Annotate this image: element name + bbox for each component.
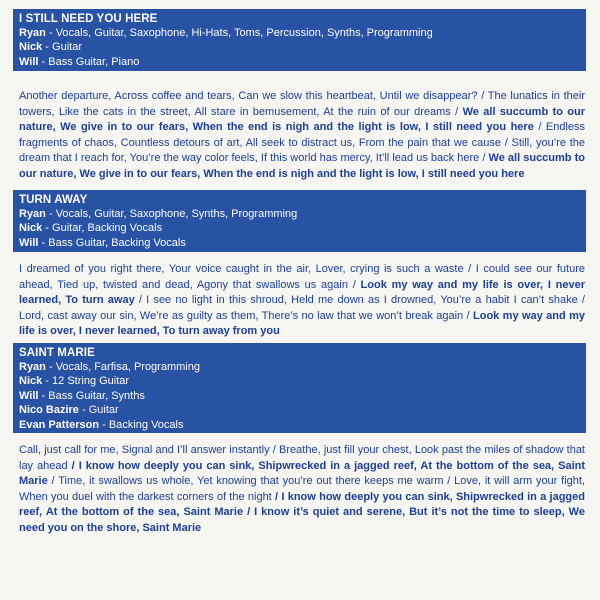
credit-row: Nick - Guitar, Backing Vocals [19,222,163,235]
song-title: I STILL NEED YOU HERE [19,13,158,25]
credit-row: Ryan - Vocals, Farfisa, Programming [19,361,200,373]
credit-row: Ryan - Vocals, Guitar, Saxophone, Synths, Programming [19,208,298,220]
credit-row: Will - Bass Guitar, Synths [19,389,145,402]
credit-role: Bass Guitar, Piano [48,55,140,68]
credit-role: Vocals, Farfisa, Programming [55,361,200,373]
credit-role: Bass Guitar, Backing Vocals [48,236,186,249]
credit-row: Ryan - Vocals, Guitar, Saxophone, Hi-Hats, Toms, Percussion, Synths, Programming [19,27,433,39]
lyric-segment: Call, just call for me, Signal and I’ll answer instantly / Breathe, just fill your chest, Look past the miles of shadow that lay ahead [19,444,585,472]
credit-name: Ryan [19,27,46,39]
chorus-segment: / I know how deeply you can sink, Shipwrecked in a jagged reef, At the bottom of the sea, Saint Marie [19,459,586,488]
song-header-turn-away [13,190,586,252]
lyrics-i-still-need-you-here [19,89,585,183]
lyric-segment: / Time, it swallows us whole, Yet knowing that you’re out there keeps me warm / Love, it will arm your fight, When you duel with the darkest corners of the night [19,475,585,503]
lyric-segment: Another departure, Across coffee and tears, Can we slow this heartbeat, Until we disappear? / The lunatics in their towers, Like the cats in the street, All stare in bemusement, At the ruin of our dreams / [19,90,585,118]
credit-role: Bass Guitar, Synths [48,389,145,402]
credit-role: Guitar [52,41,82,54]
credit-row: Will - Bass Guitar, Backing Vocals [19,236,186,249]
credit-name: Nick [19,222,43,235]
credit-row: Will - Bass Guitar, Piano [19,55,140,68]
credit-name: Nick [19,375,43,388]
lyrics-saint-marie [19,443,585,537]
song-title: TURN AWAY [19,194,88,206]
credit-name: Evan Patterson [19,418,100,431]
credit-name: Nick [19,41,43,54]
song-header-saint-marie [13,343,586,433]
chorus-segment: We all succumb to our nature, We give in to our fears, When the end is nigh and the light is low, I still need you here [19,152,585,180]
credit-role: Guitar, Backing Vocals [52,222,163,235]
credit-role: Vocals, Guitar, Saxophone, Hi-Hats, Toms, Percussion, Synths, Programming [55,27,433,39]
song-header-i-still-need-you-here [13,9,586,71]
lyric-segment: / Endless fragments of chaos, Countless detours of art, All seek to distract us, From the pain that we cause / Still, you’re the dream that I reach for, You’re the way color feels, If this world has mercy, It’ll lead us back here / [19,121,586,165]
credit-name: Ryan [19,208,46,220]
lyrics-turn-away [19,262,585,340]
chorus-segment: Look my way and my life is over, I never learned, To turn away from you [19,309,585,338]
credit-role: 12 String Guitar [52,375,130,388]
credit-role: Guitar [88,404,119,417]
credit-row: Evan Patterson - Backing Vocals [19,418,184,431]
credit-name: Will [19,55,39,68]
chorus-segment: / I know how deeply you can sink, Shipwrecked in a jagged reef, At the bottom of the sea, Saint Marie / I know it’s quiet and serene, But it’s not the time to sleep, We need you on the shore, Saint Marie [19,490,585,534]
lyric-segment: / I see no light in this shroud, Held me down as I drowned, You’re a habit I can’t shake / Lord, cast away our sin, We’re as guilty as them, There’s no law that we won’t break again / [19,294,585,322]
credit-name: Will [19,236,39,249]
song-title: SAINT MARIE [19,347,95,359]
chorus-segment: Look my way and my life is over, I never learned, To turn away [19,278,586,307]
credit-row: Nico Bazire - Guitar [19,404,119,417]
credit-role: Vocals, Guitar, Saxophone, Synths, Programming [55,208,298,220]
credit-name: Ryan [19,361,46,373]
lyric-segment: I dreamed of you right there, Your voice caught in the air, Lover, crying is such a waste / I could see our future ahead, Tied up, twisted and dead, Agony that swallows us again / [19,263,585,291]
credit-row: Nick - 12 String Guitar [19,375,130,388]
credit-role: Backing Vocals [108,418,184,431]
chorus-segment: We all succumb to our nature, We give in to our fears, When the end is nigh and the light is low, I still need you here [19,105,585,134]
credit-name: Nico Bazire [19,404,79,417]
credit-row: Nick - Guitar [19,41,82,54]
credit-name: Will [19,389,39,402]
